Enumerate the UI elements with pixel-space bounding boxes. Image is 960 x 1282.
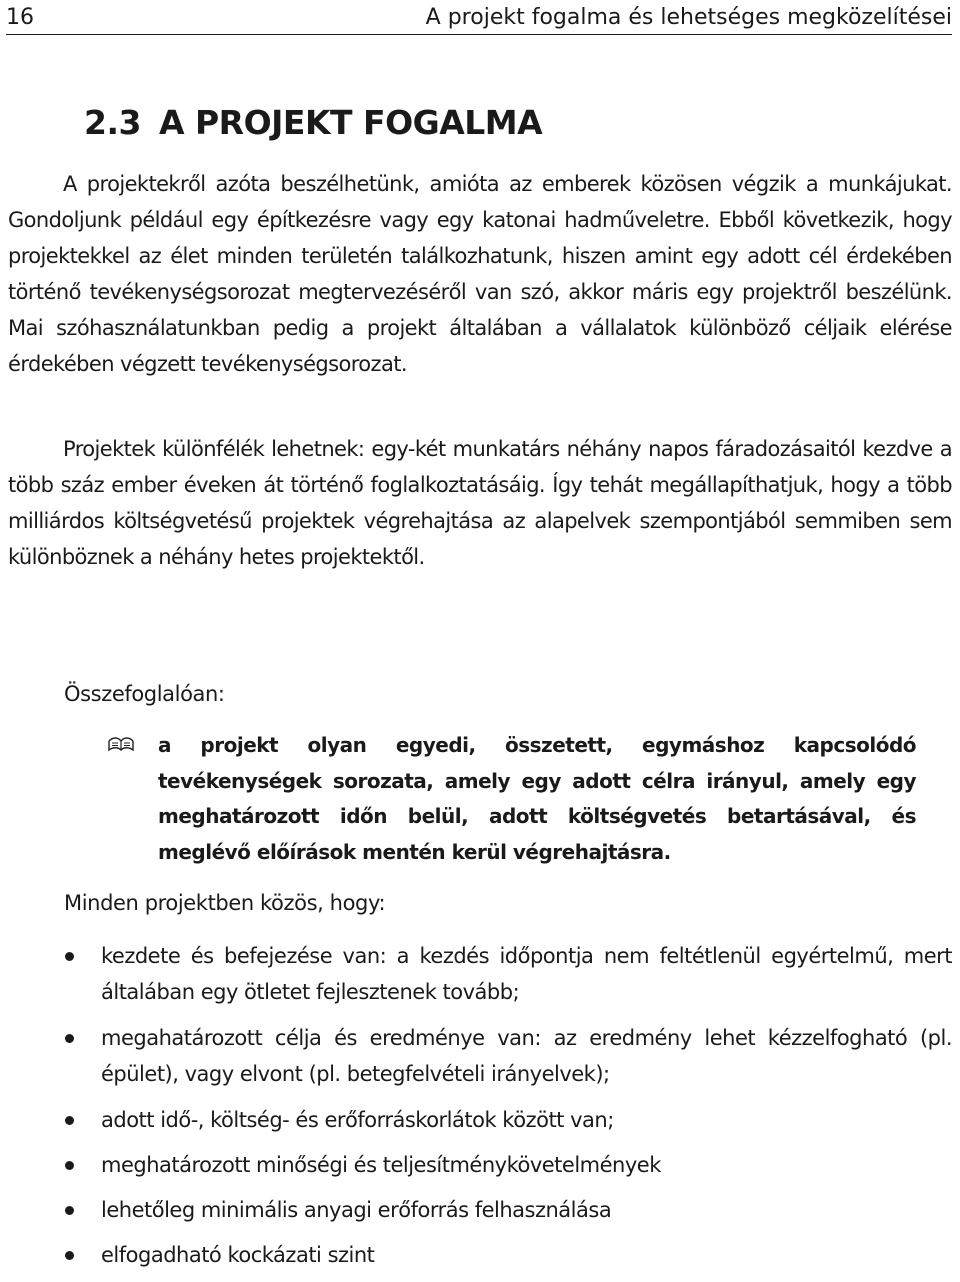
list-item-text: elfogadható kockázati szint (101, 1243, 375, 1267)
bullet-icon (65, 952, 74, 961)
bullet-icon (65, 1251, 74, 1260)
list-item-text: adott idő-, költség- és erőforráskorlátok között van; (101, 1108, 614, 1132)
running-header (6, 0, 952, 35)
list-item-text: lehetőleg minimális anyagi erőforrás felhasználása (101, 1198, 612, 1222)
list-item-text: kezdete és befejezése van: a kezdés időpontja nem feltétlenül egyértelmű, mert általában egy ötletet fejlesztenek tovább; (101, 944, 952, 1004)
section-title: A PROJEKT FOGALMA (158, 103, 543, 142)
body-paragraph: A projektekről azóta beszélhetünk, amióta az emberek közösen végzik a munkájukat. Gondoljunk például egy építkezésre vagy egy katonai hadműveletre. Ebből következik, hogy projektekkel az élet minden területén találkozhatunk, hiszen amint egy adott cél érdekében történő tevékenységsorozat megtervezéséről van szó, akkor máris egy projektről beszélünk. Mai szóhasználatunkban pedig a projekt általában a vállalatok különböző céljaik elérése érdekében végzett tevékenységsorozat. (8, 172, 952, 376)
body-paragraph: Projektek különfélék lehetnek: egy-két munkatárs néhány napos fáradozásaitól kezdve a több száz ember éveken át történő foglalkoztatásáig. Így tehát megállapíthatjuk, hogy a több milliárdos költségvetésű projektek végrehajtása az alapelvek szempontjából semmiben sem különböznek a néhány hetes projektektől. (8, 437, 952, 569)
list-item (60, 1237, 952, 1273)
list-item (60, 1102, 952, 1138)
bullet-list (60, 938, 952, 1282)
list-item (60, 1192, 952, 1228)
list-item-text: megahatározott célja és eredménye van: az eredmény lehet kézzelfogható (pl. épület), vagy elvont (pl. betegfelvételi irányelvek); (101, 1026, 952, 1086)
bullet-icon (65, 1161, 74, 1170)
list-item (60, 1020, 952, 1092)
definition-text: a projekt olyan egyedi, összetett, egymáshoz kapcsolódó tevékenységek sorozata, amely egy adott célra irányul, amely egy meghatározott időn belül, adott költségvetés betartásával, és meglévő előírások mentén kerül végrehajtásra. (158, 733, 916, 864)
page-number: 16 (6, 4, 34, 30)
bullet-icon (65, 1206, 74, 1215)
summary-label: Összefoglalóan: (64, 682, 225, 706)
definition-block (108, 728, 920, 870)
common-label: Minden projektben közös, hogy: (64, 891, 386, 915)
running-title: A projekt fogalma és lehetséges megközelítései (425, 4, 952, 30)
open-book-icon (108, 728, 158, 870)
list-item (60, 1147, 952, 1183)
list-item-text: meghatározott minőségi és teljesítménykövetelmények (101, 1153, 661, 1177)
section-heading (84, 103, 542, 142)
list-item (60, 938, 952, 1010)
section-number: 2.3 (84, 103, 141, 142)
bullet-icon (65, 1116, 74, 1125)
bullet-icon (65, 1034, 74, 1043)
